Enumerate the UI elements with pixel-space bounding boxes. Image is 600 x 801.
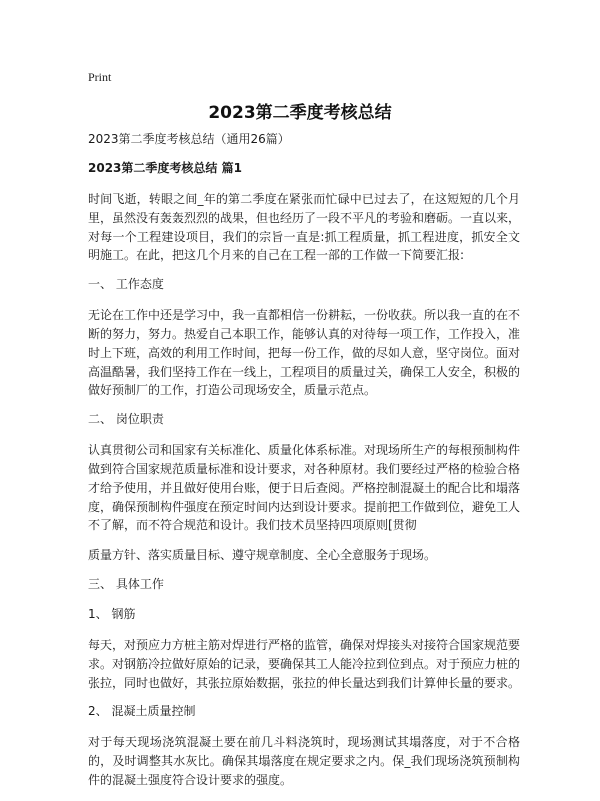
rebar-paragraph: 每天，对预应力方桩主筋对焊进行严格的监管，确保对焊接头对接符合国家规范要求。对钢筋冷拉做好原始的记录，要确保其工人能冷拉到位到点。对于预应力桩的张拉，同时也做好，其张拉原始数据，张拉的伸长量达到我们计算伸长量的要求。 <box>88 637 521 690</box>
heading-specific-work: 三、 具体工作 <box>88 576 164 591</box>
page-title: 2023第二季度考核总结 <box>208 103 392 123</box>
heading-work-attitude: 一、 工作态度 <box>88 277 164 292</box>
heading-rebar: 1、 钢筋 <box>88 606 136 621</box>
print-link[interactable]: Print <box>88 70 112 84</box>
document-subtitle: 2023第二季度考核总结（通用26篇） <box>88 132 290 146</box>
work-attitude-paragraph: 无论在工作中还是学习中，我一直都相信一份耕耘，一份收获。所以我一直的在不断的努力，努力。热爱自己本职工作，能够认真的对待每一项工作，工作投入，准时上下班，高效的利用工作时间，把每一份工作，做的尽如人意，坚守岗位。面对高温酷暑，我们坚持工作在一线上，工程项目的质量过关，确保工人安全，积极的做好预制厂的工作，打造公司现场安全，质量示范点。 <box>88 308 521 398</box>
job-duties-paragraph: 认真贯彻公司和国家有关标准化、质量化体系标准。对现场所生产的每根预制构件做到符合国家规范质量标准和设计要求，对各种原材。我们要经过严格的检验合格才给予使用，并且做好使用台账，便于日后查阅。严格控制混凝土的配合比和塌落度，确保预制构件强度在预定时间内达到设计要求。提前把工作做到位，避免工人不了解，而不符合规范和设计。我们技术员坚持四项原则[贯彻 <box>88 443 521 533</box>
document-body <box>88 131 520 801</box>
concrete-quality-paragraph: 对于每天现场浇筑混凝土要在前几斗料浇筑时，现场测试其塌落度，对于不合格的，及时调整其水灰比。确保其塌落度在规定要求之内。保_我们现场浇筑预制构件的混凝土强度符合设计要求的强度。 <box>88 735 520 787</box>
heading-concrete-quality: 2、 混凝土质量控制 <box>88 704 196 719</box>
quality-policy-paragraph: 质量方针、落实质量目标、遵守规章制度、全心全意服务于现场。 <box>88 548 437 563</box>
intro-paragraph: 时间飞逝，转眼之间_年的第二季度在紧张而忙碌中已过去了，在这短短的几个月里，虽然没有轰轰烈烈的战果，但也经历了一段不平凡的考验和磨砺。一直以来，对每一个工程建设项目，我们的宗旨一直是:抓工程质量，抓工程进度，抓安全文明施工。在此，把这几个月来的自己在工程一部的工作做一下简要汇报: <box>88 192 521 263</box>
section-title: 2023第二季度考核总结 篇1 <box>88 161 242 175</box>
heading-job-duties: 二、 岗位职责 <box>88 412 164 427</box>
